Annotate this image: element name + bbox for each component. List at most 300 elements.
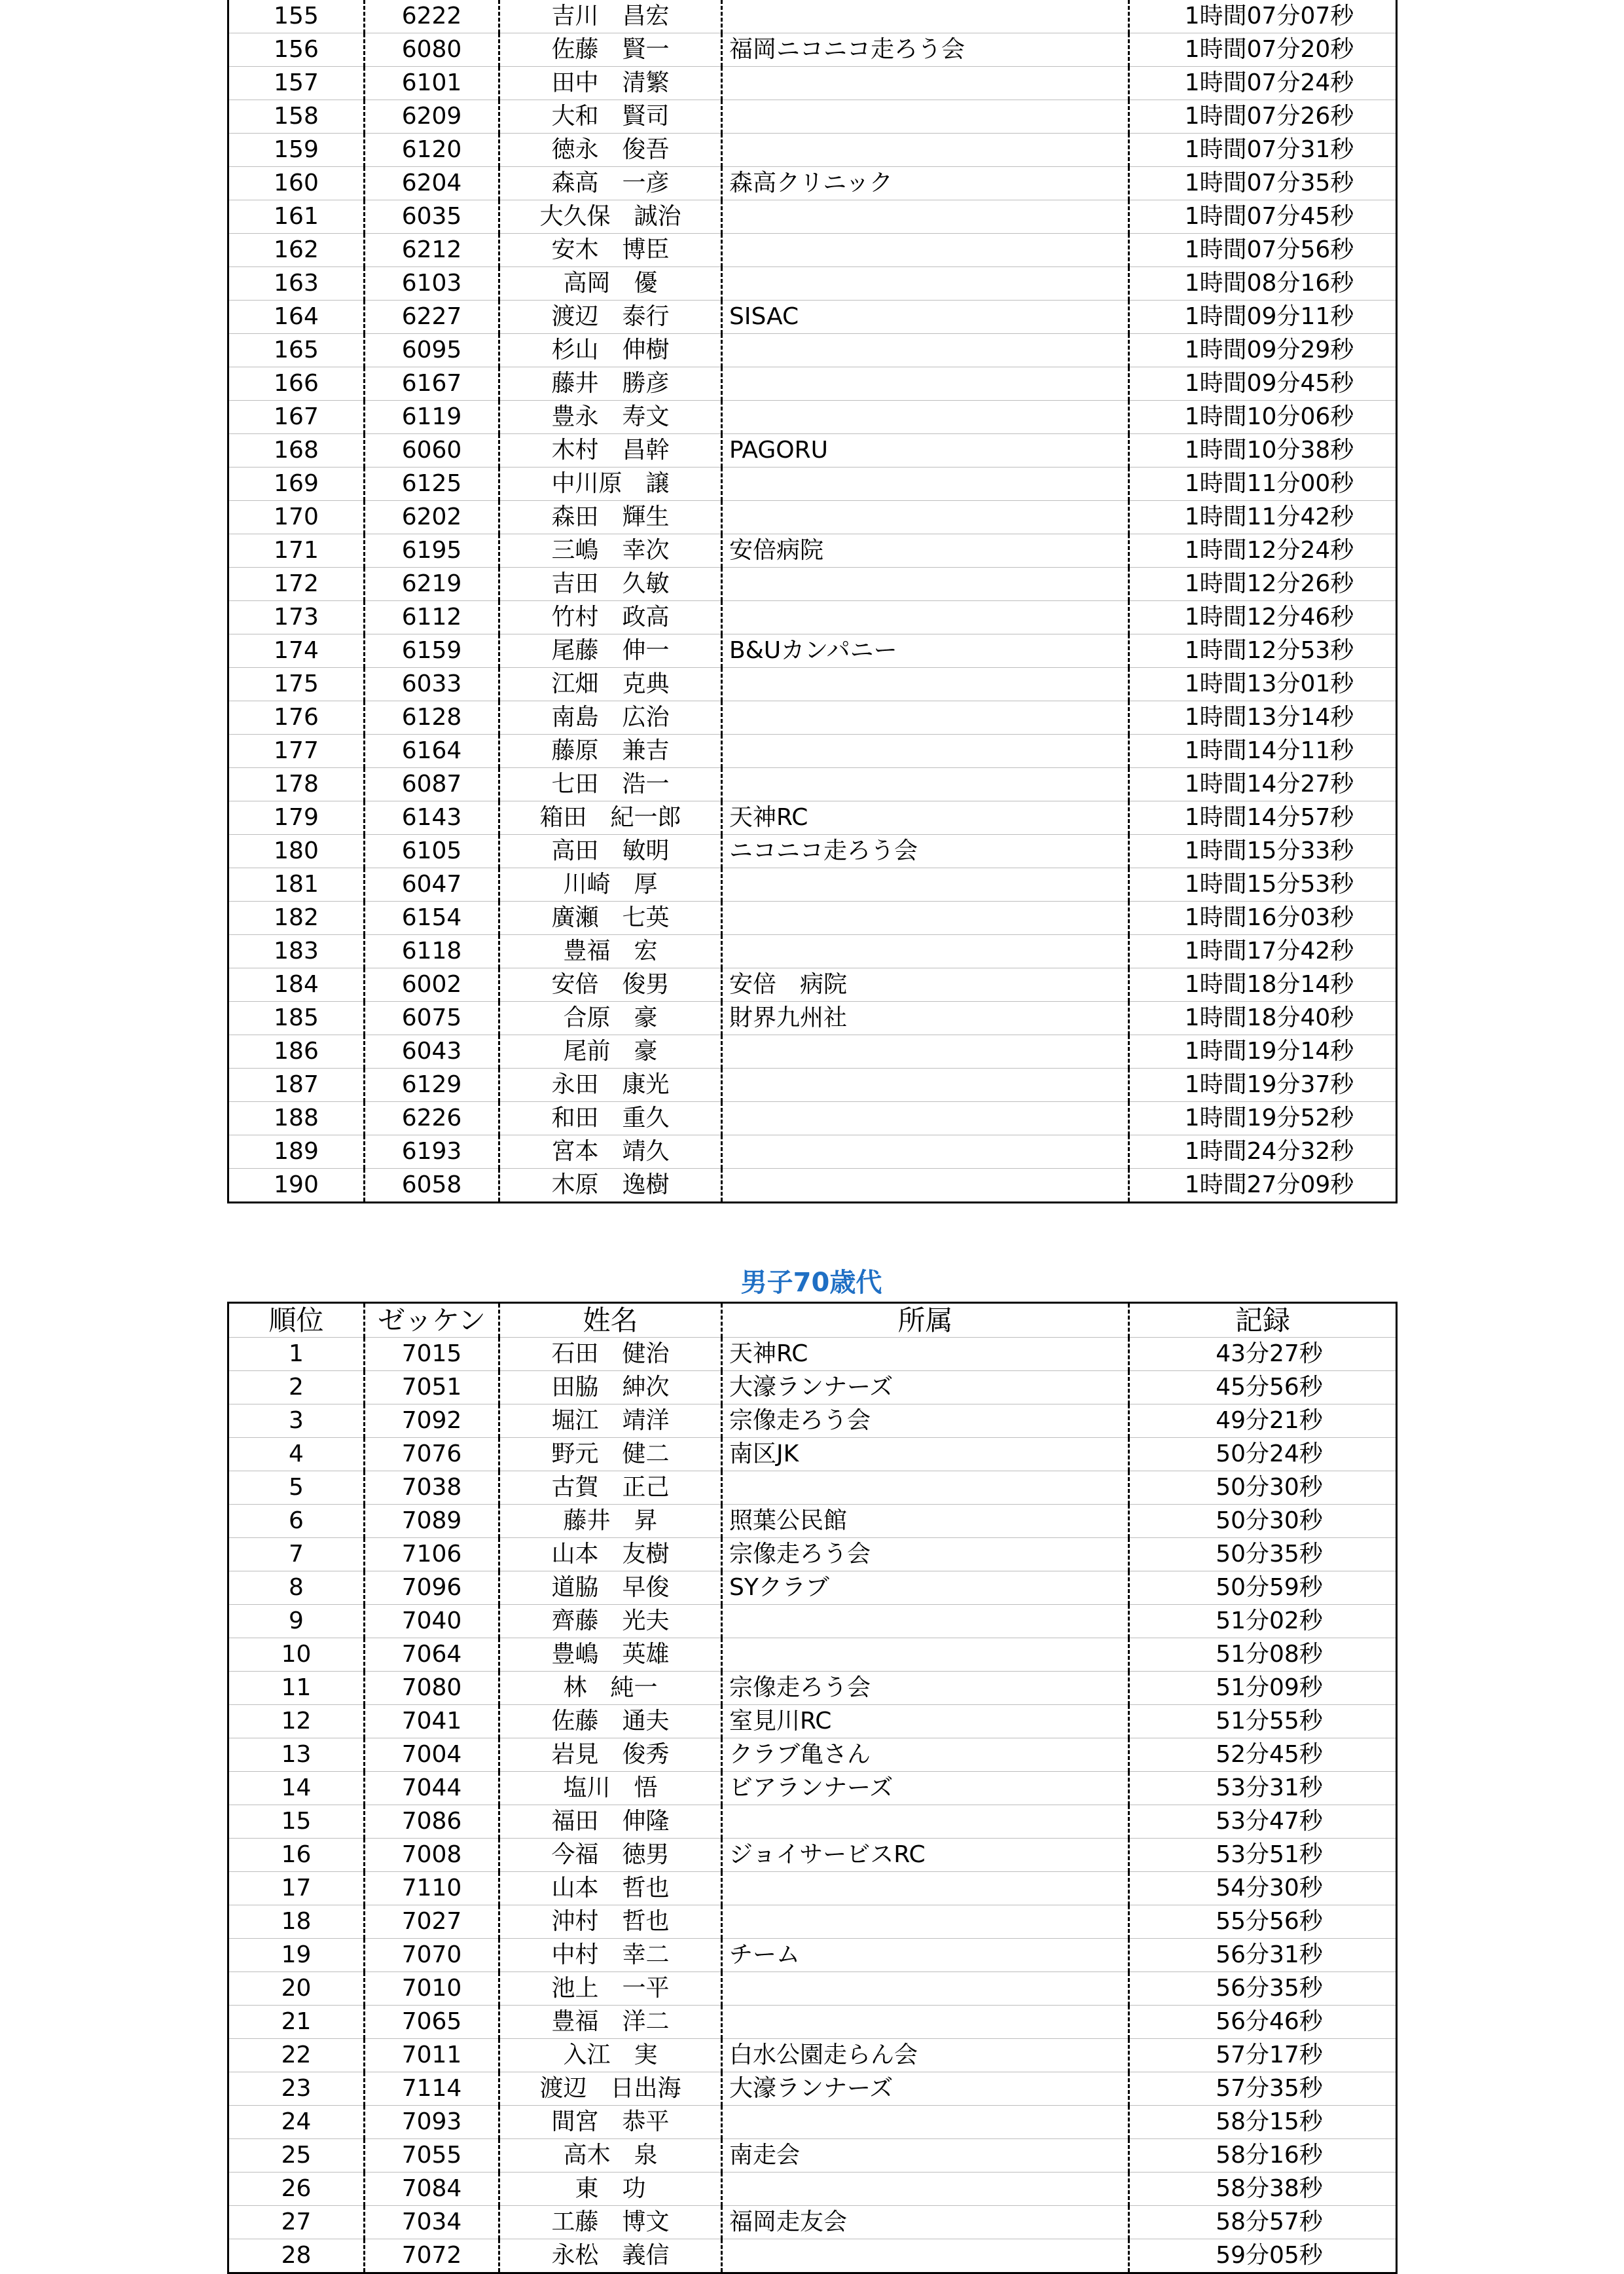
bib-cell: 7084 xyxy=(365,2173,499,2206)
name-cell: 沖村 哲也 xyxy=(499,1905,722,1939)
record-cell: 1時間07分07秒 xyxy=(1129,0,1397,33)
bib-cell: 7044 xyxy=(365,1772,499,1805)
bib-cell: 7040 xyxy=(365,1605,499,1638)
record-cell: 1時間27分09秒 xyxy=(1129,1169,1397,1203)
record-cell: 1時間09分11秒 xyxy=(1129,301,1397,334)
rank-cell: 11 xyxy=(228,1672,365,1705)
name-cell: 尾前 豪 xyxy=(499,1035,722,1069)
rank-cell: 21 xyxy=(228,2006,365,2039)
record-cell: 57分17秒 xyxy=(1129,2039,1397,2072)
affiliation-cell xyxy=(722,735,1129,768)
name-cell: 竹村 政高 xyxy=(499,601,722,634)
record-cell: 1時間19分52秒 xyxy=(1129,1102,1397,1135)
name-cell: 石田 健治 xyxy=(499,1338,722,1371)
rank-cell: 171 xyxy=(228,534,365,568)
name-cell: 南島 広治 xyxy=(499,701,722,735)
affiliation-cell: 福岡走友会 xyxy=(722,2206,1129,2239)
rank-cell: 190 xyxy=(228,1169,365,1203)
table-row xyxy=(228,2006,1397,2039)
bib-cell: 6193 xyxy=(365,1135,499,1169)
rank-cell: 167 xyxy=(228,401,365,434)
name-cell: 豊福 宏 xyxy=(499,935,722,968)
name-cell: 三嶋 幸次 xyxy=(499,534,722,568)
affiliation-cell xyxy=(722,1638,1129,1672)
record-cell: 53分51秒 xyxy=(1129,1839,1397,1872)
header-rank: 順位 xyxy=(228,1303,365,1338)
record-cell: 1時間24分32秒 xyxy=(1129,1135,1397,1169)
table-row xyxy=(228,835,1397,868)
affiliation-cell: ビアランナーズ xyxy=(722,1772,1129,1805)
table-row xyxy=(228,2239,1397,2273)
bib-cell: 6219 xyxy=(365,568,499,601)
rank-cell: 183 xyxy=(228,935,365,968)
affiliation-cell xyxy=(722,1872,1129,1905)
table-row xyxy=(228,1872,1397,1905)
rank-cell: 3 xyxy=(228,1404,365,1438)
rank-cell: 187 xyxy=(228,1069,365,1102)
table-row xyxy=(228,401,1397,434)
affiliation-cell: ジョイサービスRC xyxy=(722,1839,1129,1872)
table-row xyxy=(228,234,1397,267)
affiliation-cell: SYクラブ xyxy=(722,1571,1129,1605)
name-cell: 合原 豪 xyxy=(499,1002,722,1035)
affiliation-cell xyxy=(722,701,1129,735)
rank-cell: 164 xyxy=(228,301,365,334)
affiliation-cell xyxy=(722,2239,1129,2273)
record-cell: 1時間07分35秒 xyxy=(1129,167,1397,200)
rank-cell: 15 xyxy=(228,1805,365,1839)
rank-cell: 23 xyxy=(228,2072,365,2106)
bib-cell: 7015 xyxy=(365,1338,499,1371)
affiliation-cell xyxy=(722,401,1129,434)
table-row xyxy=(228,33,1397,67)
rank-cell: 182 xyxy=(228,902,365,935)
table-row xyxy=(228,1905,1397,1939)
rank-cell: 9 xyxy=(228,1605,365,1638)
record-cell: 1時間17分42秒 xyxy=(1129,935,1397,968)
table-row xyxy=(228,367,1397,401)
record-cell: 43分27秒 xyxy=(1129,1338,1397,1371)
rank-cell: 159 xyxy=(228,134,365,167)
name-cell: 吉川 昌宏 xyxy=(499,0,722,33)
record-cell: 1時間07分26秒 xyxy=(1129,100,1397,134)
record-cell: 1時間09分45秒 xyxy=(1129,367,1397,401)
record-cell: 1時間16分03秒 xyxy=(1129,902,1397,935)
name-cell: 山本 友樹 xyxy=(499,1538,722,1571)
rank-cell: 173 xyxy=(228,601,365,634)
name-cell: 田脇 紳次 xyxy=(499,1371,722,1404)
name-cell: 池上 一平 xyxy=(499,1972,722,2006)
name-cell: 江畑 克典 xyxy=(499,668,722,701)
bib-cell: 6103 xyxy=(365,267,499,301)
rank-cell: 158 xyxy=(228,100,365,134)
name-cell: 安木 博臣 xyxy=(499,234,722,267)
table-row xyxy=(228,868,1397,902)
bib-cell: 7034 xyxy=(365,2206,499,2239)
affiliation-cell xyxy=(722,601,1129,634)
table-row xyxy=(228,902,1397,935)
rank-cell: 19 xyxy=(228,1939,365,1972)
record-cell: 57分35秒 xyxy=(1129,2072,1397,2106)
record-cell: 49分21秒 xyxy=(1129,1404,1397,1438)
bib-cell: 7064 xyxy=(365,1638,499,1672)
rank-cell: 8 xyxy=(228,1571,365,1605)
rank-cell: 25 xyxy=(228,2139,365,2173)
table-row xyxy=(228,100,1397,134)
table-row xyxy=(228,1035,1397,1069)
affiliation-cell xyxy=(722,1069,1129,1102)
name-cell: 佐藤 賢一 xyxy=(499,33,722,67)
rank-cell: 165 xyxy=(228,334,365,367)
rank-cell: 5 xyxy=(228,1471,365,1505)
record-cell: 1時間07分56秒 xyxy=(1129,234,1397,267)
table-row xyxy=(228,1805,1397,1839)
affiliation-cell xyxy=(722,267,1129,301)
rank-cell: 172 xyxy=(228,568,365,601)
affiliation-cell xyxy=(722,0,1129,33)
name-cell: 佐藤 通夫 xyxy=(499,1705,722,1738)
bib-cell: 6212 xyxy=(365,234,499,267)
name-cell: 森高 一彦 xyxy=(499,167,722,200)
table-row xyxy=(228,768,1397,801)
name-cell: 吉田 久敏 xyxy=(499,568,722,601)
rank-cell: 177 xyxy=(228,735,365,768)
rank-cell: 169 xyxy=(228,468,365,501)
table-row xyxy=(228,1102,1397,1135)
name-cell: 七田 浩一 xyxy=(499,768,722,801)
name-cell: 藤井 昇 xyxy=(499,1505,722,1538)
affiliation-cell xyxy=(722,100,1129,134)
record-cell: 50分30秒 xyxy=(1129,1505,1397,1538)
table-row xyxy=(228,1002,1397,1035)
name-cell: 齊藤 光夫 xyxy=(499,1605,722,1638)
bib-cell: 6035 xyxy=(365,200,499,234)
name-cell: 永田 康光 xyxy=(499,1069,722,1102)
record-cell: 1時間13分01秒 xyxy=(1129,668,1397,701)
affiliation-cell: 室見川RC xyxy=(722,1705,1129,1738)
name-cell: 道脇 早俊 xyxy=(499,1571,722,1605)
name-cell: 中村 幸二 xyxy=(499,1939,722,1972)
table-row xyxy=(228,334,1397,367)
name-cell: 工藤 博文 xyxy=(499,2206,722,2239)
bib-cell: 6143 xyxy=(365,801,499,835)
table-row xyxy=(228,434,1397,468)
record-cell: 53分31秒 xyxy=(1129,1772,1397,1805)
record-cell: 52分45秒 xyxy=(1129,1738,1397,1772)
name-cell: 徳永 俊吾 xyxy=(499,134,722,167)
results-table-body xyxy=(228,0,1397,1203)
table-row xyxy=(228,534,1397,568)
rank-cell: 188 xyxy=(228,1102,365,1135)
bib-cell: 7038 xyxy=(365,1471,499,1505)
rank-cell: 168 xyxy=(228,434,365,468)
bib-cell: 6105 xyxy=(365,835,499,868)
bib-cell: 6195 xyxy=(365,534,499,568)
table-row xyxy=(228,1338,1397,1371)
affiliation-cell: 天神RC xyxy=(722,1338,1129,1371)
affiliation-cell: 安倍病院 xyxy=(722,534,1129,568)
affiliation-cell xyxy=(722,1035,1129,1069)
record-cell: 51分08秒 xyxy=(1129,1638,1397,1672)
name-cell: 木原 逸樹 xyxy=(499,1169,722,1203)
name-cell: 今福 徳男 xyxy=(499,1839,722,1872)
affiliation-cell xyxy=(722,468,1129,501)
bib-cell: 6226 xyxy=(365,1102,499,1135)
bib-cell: 7086 xyxy=(365,1805,499,1839)
bib-cell: 6120 xyxy=(365,134,499,167)
rank-cell: 16 xyxy=(228,1839,365,1872)
table-row xyxy=(228,935,1397,968)
name-cell: 豊嶋 英雄 xyxy=(499,1638,722,1672)
bib-cell: 6164 xyxy=(365,735,499,768)
bib-cell: 6058 xyxy=(365,1169,499,1203)
affiliation-cell: SISAC xyxy=(722,301,1129,334)
name-cell: 間宮 恭平 xyxy=(499,2106,722,2139)
table-row xyxy=(228,1169,1397,1203)
record-cell: 56分35秒 xyxy=(1129,1972,1397,2006)
record-cell: 1時間09分29秒 xyxy=(1129,334,1397,367)
header-bib: ゼッケン xyxy=(365,1303,499,1338)
name-cell: 安倍 俊男 xyxy=(499,968,722,1002)
affiliation-cell: 南走会 xyxy=(722,2139,1129,2173)
name-cell: 木村 昌幹 xyxy=(499,434,722,468)
table-row xyxy=(228,968,1397,1002)
bib-cell: 6112 xyxy=(365,601,499,634)
bib-cell: 7114 xyxy=(365,2072,499,2106)
bib-cell: 6202 xyxy=(365,501,499,534)
bib-cell: 7076 xyxy=(365,1438,499,1471)
rank-cell: 17 xyxy=(228,1872,365,1905)
rank-cell: 28 xyxy=(228,2239,365,2273)
bib-cell: 7072 xyxy=(365,2239,499,2273)
rank-cell: 162 xyxy=(228,234,365,267)
record-cell: 58分16秒 xyxy=(1129,2139,1397,2173)
bib-cell: 7004 xyxy=(365,1738,499,1772)
rank-cell: 10 xyxy=(228,1638,365,1672)
bib-cell: 7092 xyxy=(365,1404,499,1438)
bib-cell: 6087 xyxy=(365,768,499,801)
record-cell: 59分05秒 xyxy=(1129,2239,1397,2273)
record-cell: 1時間14分27秒 xyxy=(1129,768,1397,801)
name-cell: 塩川 悟 xyxy=(499,1772,722,1805)
bib-cell: 6227 xyxy=(365,301,499,334)
table-row xyxy=(228,501,1397,534)
affiliation-cell xyxy=(722,868,1129,902)
record-cell: 50分35秒 xyxy=(1129,1538,1397,1571)
rank-cell: 12 xyxy=(228,1705,365,1738)
rank-cell: 24 xyxy=(228,2106,365,2139)
record-cell: 1時間12分24秒 xyxy=(1129,534,1397,568)
bib-cell: 6204 xyxy=(365,167,499,200)
table-row xyxy=(228,2039,1397,2072)
record-cell: 1時間07分20秒 xyxy=(1129,33,1397,67)
affiliation-cell xyxy=(722,902,1129,935)
table-row xyxy=(228,67,1397,100)
rank-cell: 157 xyxy=(228,67,365,100)
table-row xyxy=(228,1371,1397,1404)
bib-cell: 6129 xyxy=(365,1069,499,1102)
table-row xyxy=(228,267,1397,301)
affiliation-cell xyxy=(722,935,1129,968)
bib-cell: 6154 xyxy=(365,902,499,935)
bib-cell: 7011 xyxy=(365,2039,499,2072)
rank-cell: 161 xyxy=(228,200,365,234)
name-cell: 中川原 譲 xyxy=(499,468,722,501)
affiliation-cell xyxy=(722,334,1129,367)
record-cell: 1時間19分14秒 xyxy=(1129,1035,1397,1069)
bib-cell: 7041 xyxy=(365,1705,499,1738)
affiliation-cell: 宗像走ろう会 xyxy=(722,1672,1129,1705)
table-header-row xyxy=(228,1303,1397,1338)
table-row xyxy=(228,735,1397,768)
rank-cell: 186 xyxy=(228,1035,365,1069)
name-cell: 野元 健二 xyxy=(499,1438,722,1471)
name-cell: 森田 輝生 xyxy=(499,501,722,534)
table-row xyxy=(228,634,1397,668)
name-cell: 渡辺 日出海 xyxy=(499,2072,722,2106)
record-cell: 1時間07分24秒 xyxy=(1129,67,1397,100)
name-cell: 藤原 兼吉 xyxy=(499,735,722,768)
table-row xyxy=(228,701,1397,735)
bib-cell: 6128 xyxy=(365,701,499,735)
bib-cell: 7080 xyxy=(365,1672,499,1705)
bib-cell: 7106 xyxy=(365,1538,499,1571)
name-cell: 福田 伸隆 xyxy=(499,1805,722,1839)
rank-cell: 185 xyxy=(228,1002,365,1035)
record-cell: 54分30秒 xyxy=(1129,1872,1397,1905)
rank-cell: 13 xyxy=(228,1738,365,1772)
affiliation-cell: 福岡ニコニコ走ろう会 xyxy=(722,33,1129,67)
name-cell: 古賀 正己 xyxy=(499,1471,722,1505)
record-cell: 1時間12分53秒 xyxy=(1129,634,1397,668)
bib-cell: 6095 xyxy=(365,334,499,367)
bib-cell: 6002 xyxy=(365,968,499,1002)
record-cell: 58分57秒 xyxy=(1129,2206,1397,2239)
bib-cell: 7008 xyxy=(365,1839,499,1872)
header-record: 記録 xyxy=(1129,1303,1397,1338)
record-cell: 1時間08分16秒 xyxy=(1129,267,1397,301)
table-row xyxy=(228,601,1397,634)
affiliation-cell: 森高クリニック xyxy=(722,167,1129,200)
bib-cell: 7070 xyxy=(365,1939,499,1972)
name-cell: 杉山 伸樹 xyxy=(499,334,722,367)
affiliation-cell xyxy=(722,1605,1129,1638)
table-row xyxy=(228,468,1397,501)
bib-cell: 6033 xyxy=(365,668,499,701)
rank-cell: 184 xyxy=(228,968,365,1002)
affiliation-cell xyxy=(722,1972,1129,2006)
rank-cell: 155 xyxy=(228,0,365,33)
bib-cell: 7027 xyxy=(365,1905,499,1939)
table-row xyxy=(228,1538,1397,1571)
rank-cell: 27 xyxy=(228,2206,365,2239)
affiliation-cell xyxy=(722,134,1129,167)
name-cell: 豊永 寿文 xyxy=(499,401,722,434)
name-cell: 林 純一 xyxy=(499,1672,722,1705)
name-cell: 大久保 誠治 xyxy=(499,200,722,234)
header-name: 姓名 xyxy=(499,1303,722,1338)
bib-cell: 6047 xyxy=(365,868,499,902)
bib-cell: 7110 xyxy=(365,1872,499,1905)
record-cell: 1時間07分45秒 xyxy=(1129,200,1397,234)
table-row xyxy=(228,668,1397,701)
name-cell: 高田 敏明 xyxy=(499,835,722,868)
record-cell: 51分55秒 xyxy=(1129,1705,1397,1738)
table-row xyxy=(228,167,1397,200)
bib-cell: 6080 xyxy=(365,33,499,67)
rank-cell: 20 xyxy=(228,1972,365,2006)
name-cell: 箱田 紀一郎 xyxy=(499,801,722,835)
table-row xyxy=(228,1672,1397,1705)
affiliation-cell: 天神RC xyxy=(722,801,1129,835)
rank-cell: 156 xyxy=(228,33,365,67)
record-cell: 1時間11分42秒 xyxy=(1129,501,1397,534)
record-cell: 1時間18分40秒 xyxy=(1129,1002,1397,1035)
table-row xyxy=(228,2139,1397,2173)
affiliation-cell xyxy=(722,568,1129,601)
bib-cell: 7065 xyxy=(365,2006,499,2039)
affiliation-cell: 宗像走ろう会 xyxy=(722,1404,1129,1438)
affiliation-cell: 大濠ランナーズ xyxy=(722,1371,1129,1404)
table-row xyxy=(228,1839,1397,1872)
record-cell: 1時間15分33秒 xyxy=(1129,835,1397,868)
bib-cell: 6060 xyxy=(365,434,499,468)
affiliation-cell: ニコニコ走ろう会 xyxy=(722,835,1129,868)
record-cell: 1時間12分26秒 xyxy=(1129,568,1397,601)
table-row xyxy=(228,2072,1397,2106)
rank-cell: 160 xyxy=(228,167,365,200)
affiliation-cell xyxy=(722,1102,1129,1135)
table-row xyxy=(228,568,1397,601)
results-table-70s xyxy=(227,1302,1398,2274)
record-cell: 51分09秒 xyxy=(1129,1672,1397,1705)
rank-cell: 22 xyxy=(228,2039,365,2072)
name-cell: 大和 賢司 xyxy=(499,100,722,134)
record-cell: 1時間11分00秒 xyxy=(1129,468,1397,501)
affiliation-cell xyxy=(722,67,1129,100)
affiliation-cell xyxy=(722,768,1129,801)
name-cell: 豊福 洋二 xyxy=(499,2006,722,2039)
name-cell: 尾藤 伸一 xyxy=(499,634,722,668)
record-cell: 1時間10分38秒 xyxy=(1129,434,1397,468)
record-cell: 56分46秒 xyxy=(1129,2006,1397,2039)
record-cell: 1時間14分11秒 xyxy=(1129,735,1397,768)
affiliation-cell: 大濠ランナーズ xyxy=(722,2072,1129,2106)
rank-cell: 1 xyxy=(228,1338,365,1371)
bib-cell: 6043 xyxy=(365,1035,499,1069)
rank-cell: 18 xyxy=(228,1905,365,1939)
bib-cell: 7051 xyxy=(365,1371,499,1404)
bib-cell: 6075 xyxy=(365,1002,499,1035)
record-cell: 50分24秒 xyxy=(1129,1438,1397,1471)
name-cell: 堀江 靖洋 xyxy=(499,1404,722,1438)
table-row xyxy=(228,1738,1397,1772)
affiliation-cell xyxy=(722,1905,1129,1939)
rank-cell: 179 xyxy=(228,801,365,835)
record-cell: 1時間18分14秒 xyxy=(1129,968,1397,1002)
record-cell: 50分59秒 xyxy=(1129,1571,1397,1605)
rank-cell: 4 xyxy=(228,1438,365,1471)
bib-cell: 6101 xyxy=(365,67,499,100)
table-row xyxy=(228,1705,1397,1738)
bib-cell: 7055 xyxy=(365,2139,499,2173)
record-cell: 58分15秒 xyxy=(1129,2106,1397,2139)
affiliation-cell xyxy=(722,367,1129,401)
affiliation-cell: 財界九州社 xyxy=(722,1002,1129,1035)
rank-cell: 163 xyxy=(228,267,365,301)
bib-cell: 6167 xyxy=(365,367,499,401)
record-cell: 50分30秒 xyxy=(1129,1471,1397,1505)
